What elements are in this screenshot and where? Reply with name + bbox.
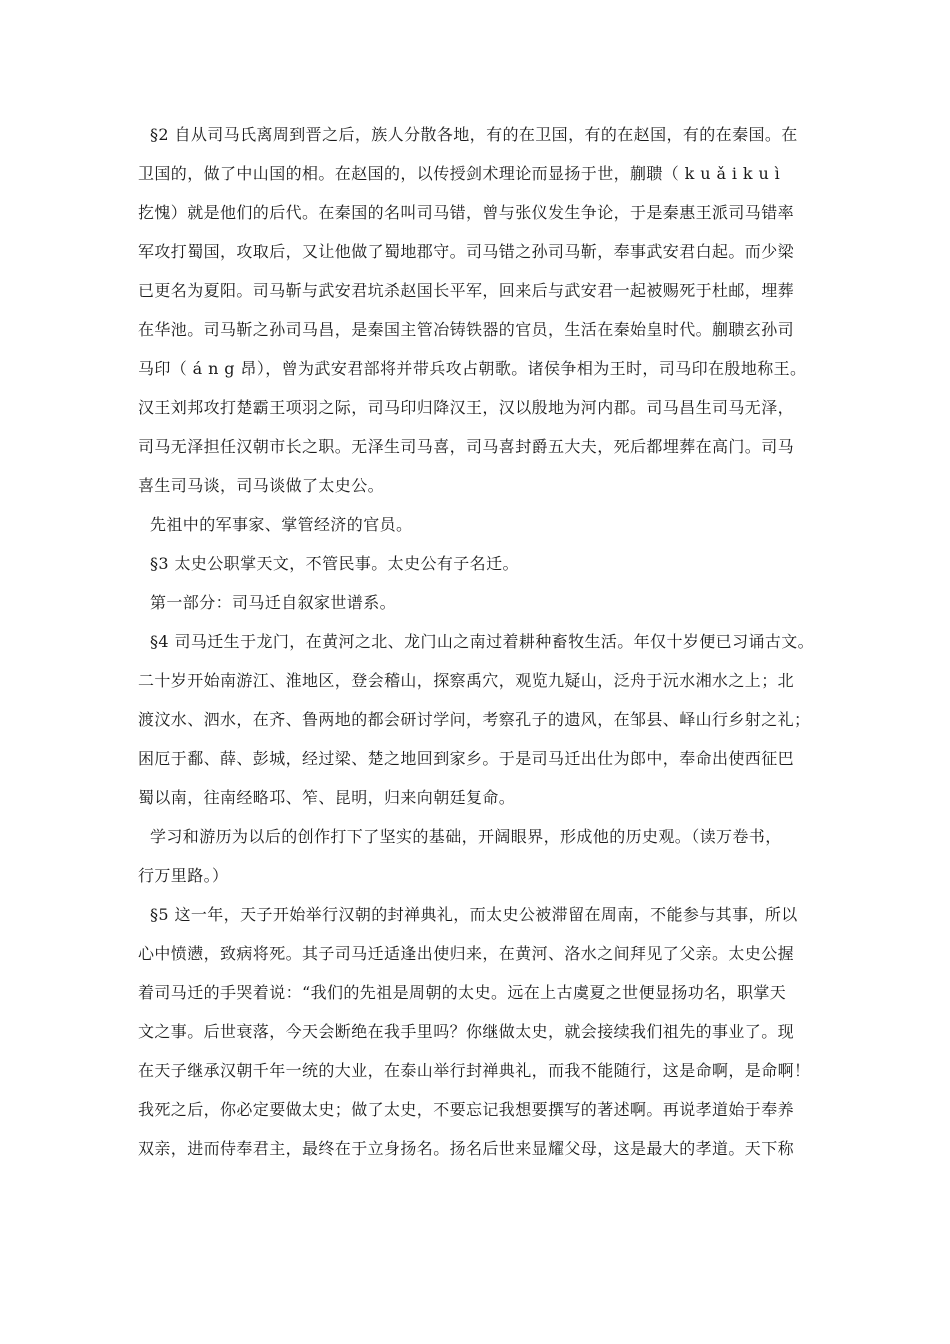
paragraph-2-line-5: 已更名为夏阳。司马靳与武安君坑杀赵国长平军，回来后与武安君一起被赐死于杜邮，埋葬 — [138, 281, 795, 300]
paragraph-5-line-1: §5 这一年，天子开始举行汉朝的封禅典礼，而太史公被滞留在周南，不能参与其事，所以 — [150, 905, 798, 924]
paragraph-4-line-4: 困厄于鄱、薛、彭城，经过梁、楚之地回到家乡。于是司马迁出仕为郎中，奉命出使西征巴 — [138, 749, 795, 768]
paragraph-2-line-6: 在华池。司马靳之孙司马昌，是秦国主管冶铸铁器的官员，生活在秦始皇时代。蒯聩玄孙司 — [138, 320, 795, 339]
paragraph-2-line-4: 军攻打蜀国，攻取后，又让他做了蜀地郡守。司马错之孙司马靳，奉事武安君白起。而少梁 — [138, 242, 795, 261]
paragraph-5-line-2: 心中愤懑，致病将死。其子司马迁适逢出使归来，在黄河、洛水之间拜见了父亲。太史公握 — [138, 944, 795, 963]
paragraph-3: §3 太史公职掌天文，不管民事。太史公有子名迁。 — [150, 554, 519, 573]
paragraph-4-line-3: 渡汶水、泗水，在齐、鲁两地的都会研讨学问，考察孔子的遗风，在邹县、峄山行乡射之礼； — [138, 710, 811, 729]
paragraph-2-line-8: 汉王刘邦攻打楚霸王项羽之际，司马印归降汉王，汉以殷地为河内郡。司马昌生司马无泽， — [138, 398, 795, 417]
paragraph-2-line-3: 扢愧）就是他们的后代。在秦国的名叫司马错，曾与张仪发生争论，于是秦惠王派司马错率 — [138, 203, 795, 222]
note-study-travel-line-1: 学习和游历为以后的创作打下了坚实的基础，开阔眼界，形成他的历史观。（读万卷书， — [150, 827, 782, 846]
paragraph-5-line-3: 着司马迁的手哭着说：“我们的先祖是周朝的太史。远在上古虞夏之世便显扬功名，职掌天 — [138, 983, 787, 1002]
paragraph-2-line-9: 司马无泽担任汉朝市长之职。无泽生司马喜，司马喜封爵五大夫，死后都埋葬在高门。司马 — [138, 437, 795, 456]
paragraph-4-line-1: §4 司马迁生于龙门，在黄河之北、龙门山之南过着耕种畜牧生活。年仅十岁便已习诵古文。 — [150, 632, 815, 651]
paragraph-2-line-7: 马印（ á n g 昂），曾为武安君部将并带兵攻占朝歌。诸侯争相为王时，司马印在殷地称王。 — [138, 359, 807, 378]
section-summary-part-1: 第一部分：司马迁自叙家世谱系。 — [150, 593, 397, 612]
paragraph-4-line-5: 蜀以南，往南经略邛、笮、昆明，归来向朝廷复命。 — [138, 788, 516, 807]
paragraph-4-line-2: 二十岁开始南游江、淮地区，登会稽山，探察禹穴，观览九疑山，泛舟于沅水湘水之上；北 — [138, 671, 795, 690]
paragraph-5-line-4: 文之事。后世衰落，今天会断绝在我手里吗？你继做太史，就会接续我们祖先的事业了。现 — [138, 1022, 795, 1041]
paragraph-2-line-1: §2 自从司马氏离周到晋之后，族人分散各地，有的在卫国，有的在赵国，有的在秦国。在 — [150, 125, 798, 144]
paragraph-2-line-10: 喜生司马谈，司马谈做了太史公。 — [138, 476, 385, 495]
note-study-travel-line-2: 行万里路。） — [138, 866, 229, 885]
paragraph-5-line-7: 双亲，进而侍奉君主，最终在于立身扬名。扬名后世来显耀父母，这是最大的孝道。天下称 — [138, 1139, 795, 1158]
paragraph-5-line-6: 我死之后，你必定要做太史；做了太史，不要忘记我想要撰写的著述啊。再说孝道始于奉养 — [138, 1100, 795, 1119]
paragraph-5-line-5: 在天子继承汉朝千年一统的大业，在泰山举行封禅典礼，而我不能随行，这是命啊，是命啊！ — [138, 1061, 811, 1080]
paragraph-2-line-2: 卫国的，做了中山国的相。在赵国的，以传授剑术理论而显扬于世，蒯聩（ k u ǎ i k u ì — [138, 164, 781, 183]
note-ancestors: 先祖中的军事家、掌管经济的官员。 — [150, 515, 413, 534]
